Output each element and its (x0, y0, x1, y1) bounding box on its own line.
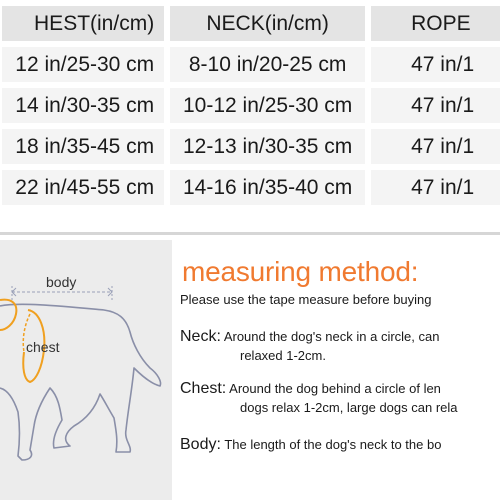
header-chest: HEST(in/cm) (2, 6, 164, 41)
measuring-method-panel (172, 240, 500, 500)
table-cell: 47 in/1 (371, 170, 500, 205)
method-title: measuring method: (182, 256, 419, 287)
dog-illustration (0, 240, 172, 500)
header-neck: NECK(in/cm) (170, 6, 365, 41)
table-cell: 10-12 in/25-30 cm (170, 88, 365, 123)
chest-label-text: Chest: (180, 380, 227, 397)
body-text: The length of the dog's neck to the bo (224, 437, 442, 452)
table-cell: 12 in/25-30 cm (2, 47, 164, 82)
size-chart-table (0, 0, 500, 211)
table-cell: 47 in/1 (371, 47, 500, 82)
dog-measurement-diagram (0, 240, 172, 500)
table-row (2, 170, 500, 205)
header-rope: ROPE (371, 6, 500, 41)
table-row (2, 47, 500, 82)
neck-text-2: relaxed 1-2cm. (240, 348, 326, 363)
body-instruction (180, 436, 441, 454)
chest-instruction (180, 380, 441, 398)
method-intro: Please use the tape measure before buying (180, 292, 432, 307)
chest-text-2: dogs relax 1-2cm, large dogs can rela (240, 400, 458, 415)
chest-text: Around the dog behind a circle of len (229, 381, 441, 396)
table-cell: 8-10 in/20-25 cm (170, 47, 365, 82)
section-divider (0, 232, 500, 235)
table-cell: 47 in/1 (371, 129, 500, 164)
table-cell: 47 in/1 (371, 88, 500, 123)
neck-instruction (180, 328, 439, 346)
table-cell: 22 in/45-55 cm (2, 170, 164, 205)
body-label: body (46, 274, 77, 290)
table-row (2, 88, 500, 123)
table-cell: 12-13 in/30-35 cm (170, 129, 365, 164)
table-header-row (2, 6, 500, 41)
body-label-text: Body: (180, 436, 221, 453)
chest-label: chest (26, 339, 60, 355)
neck-label: Neck: (180, 328, 221, 345)
table-row (2, 129, 500, 164)
table-cell: 14-16 in/35-40 cm (170, 170, 365, 205)
neck-text: Around the dog's neck in a circle, can (223, 329, 440, 344)
table-cell: 18 in/35-45 cm (2, 129, 164, 164)
table-cell: 14 in/30-35 cm (2, 88, 164, 123)
